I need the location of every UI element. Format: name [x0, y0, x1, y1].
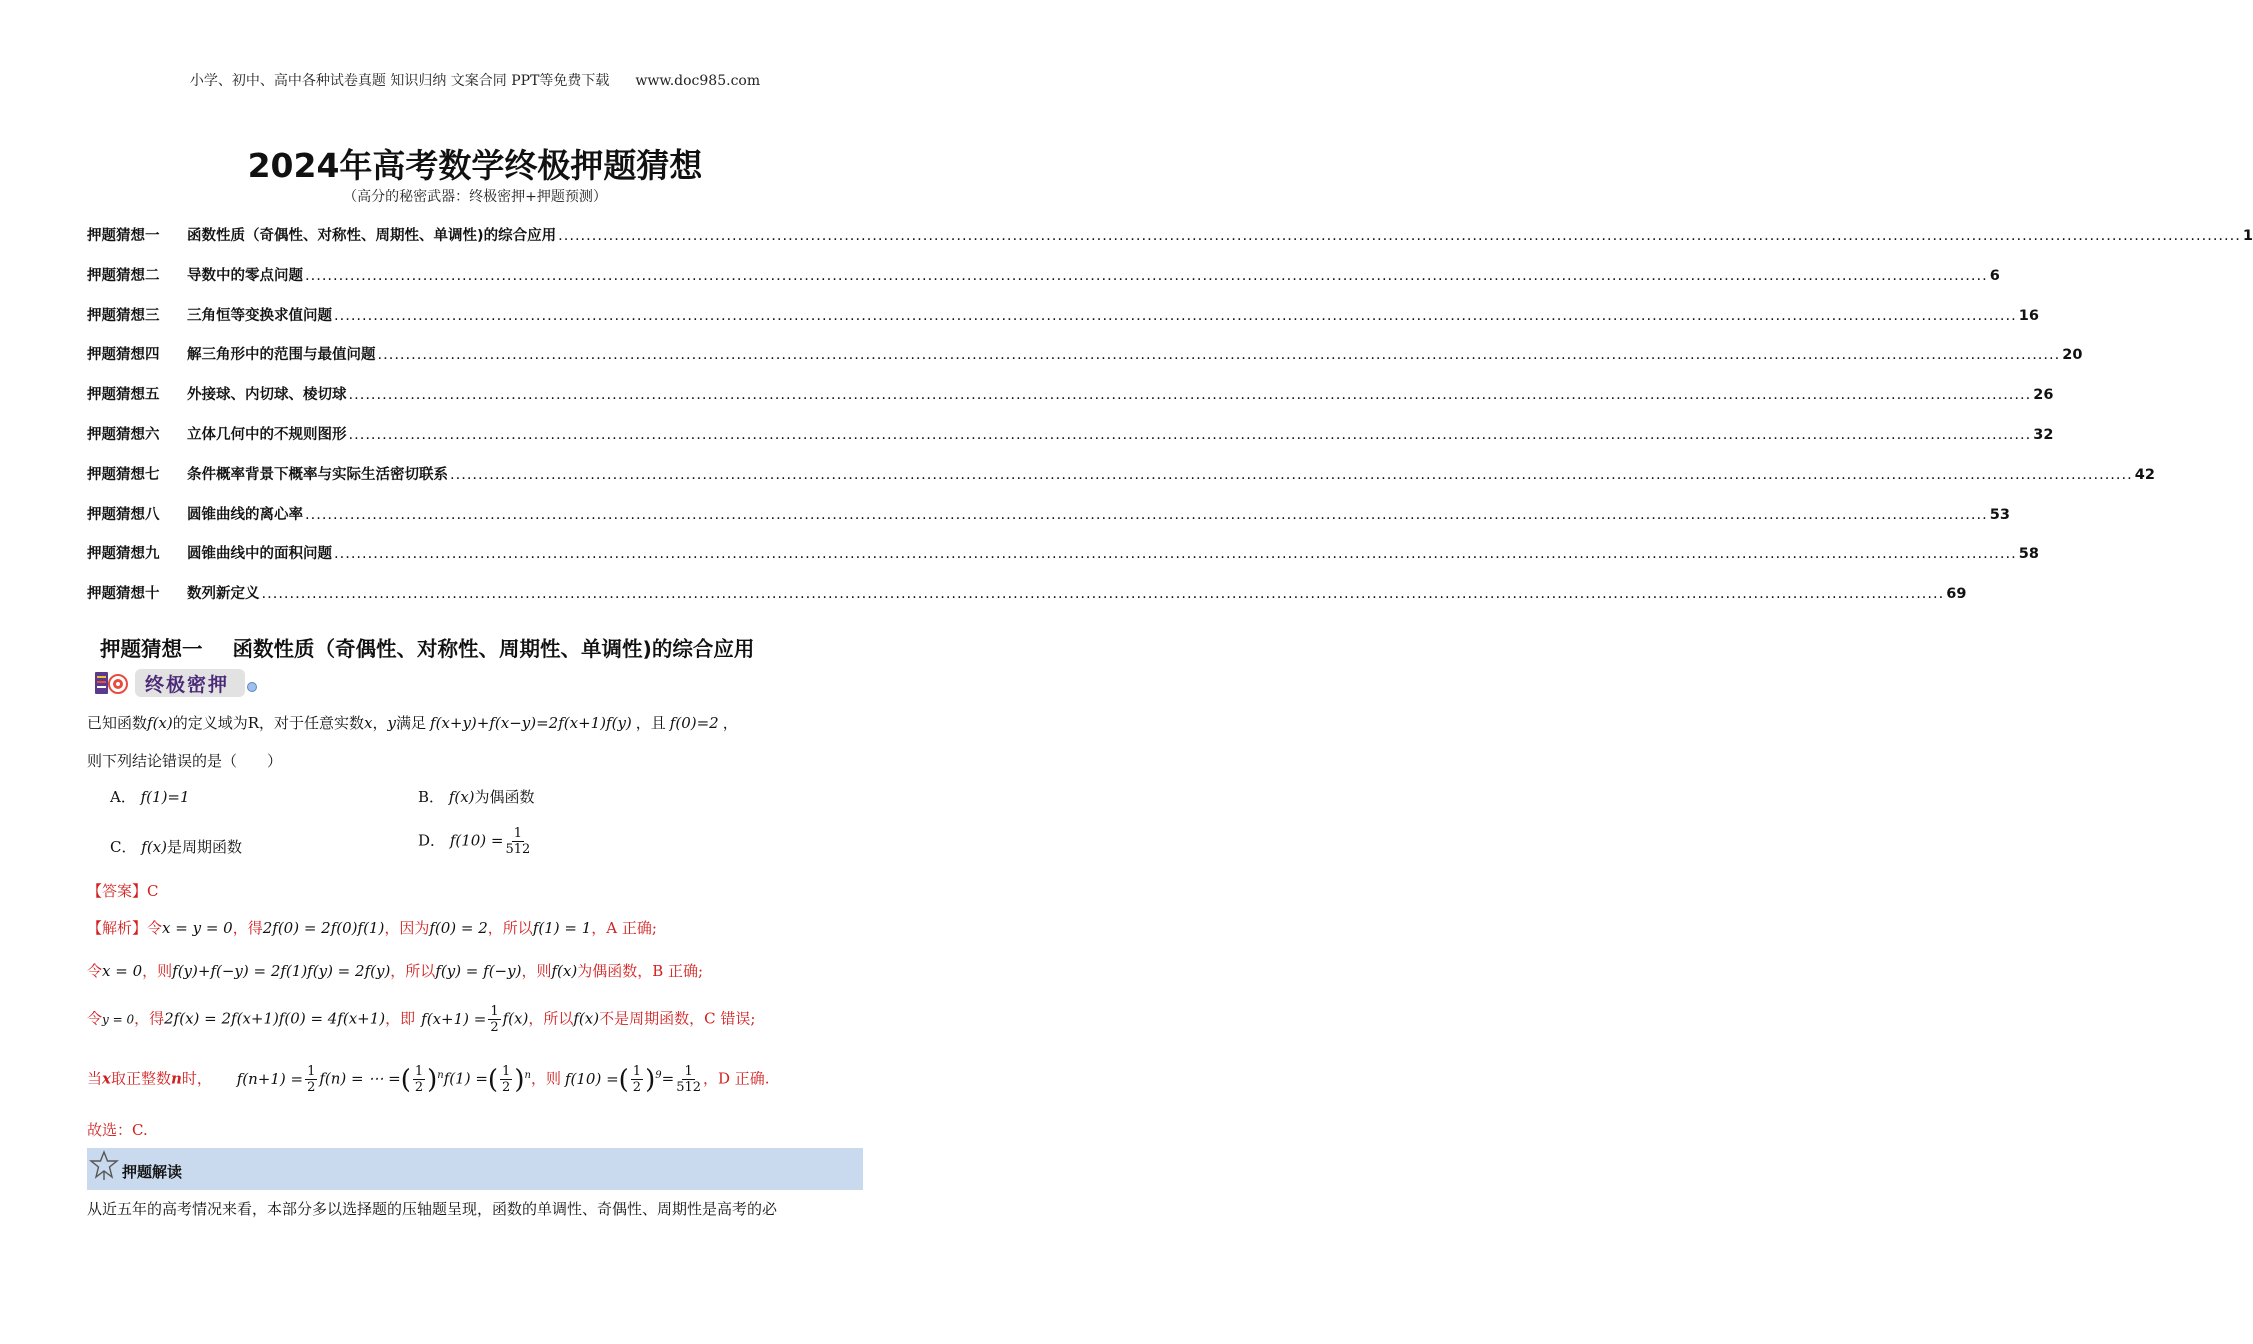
toc-page: 58: [2018, 546, 2039, 563]
toc-label: 押题猜想十: [87, 586, 160, 603]
toc-entry[interactable]: [87, 304, 2039, 344]
toc-leader: ............................................................................................................................................................................................................................................................................................................: [261, 586, 1945, 603]
toc-label: 押题猜想八: [87, 506, 160, 523]
section-heading: [100, 632, 754, 662]
analysis-line-1: 【解析】令x = y = 0，得2f(0) = 2f(0)f(1)，因为f(0) = 2，所以f(1) = 1，A 正确;: [87, 919, 657, 937]
header-text: 小学、初中、高中各种试卷真题 知识归纳 文案合同 PPT等免费下载: [189, 73, 610, 89]
toc-page: 20: [2062, 347, 2083, 364]
toc-title: 数列新定义: [187, 586, 260, 603]
analysis-line-4: 当x取正整数n时， f(n+1) = $\frac{1}{2}$ f(n) = ⋯ =( $\frac{1}{2}$ )$^n$f(1) =( $\frac{1}{2}$ )$^n$，则 f(10) =( $\frac{1}{2}$ )$^9$= $\frac{1}{512}$ ，D 正确.: [87, 1064, 770, 1095]
question-line-1: 已知函数f(x)的定义域为R，对于任意实数x，y满足 f(x+y)+f(x−y)=2f(x+1)f(y) ，且 f(0)=2 ，: [87, 714, 738, 732]
toc-title: 圆锥曲线中的面积问题: [187, 546, 332, 563]
toc-title: 解三角形中的范围与最值问题: [187, 347, 376, 364]
interpretation-bar: [87, 1148, 863, 1190]
option-d[interactable]: D． f(10) = $\frac{1}{512}$: [418, 826, 531, 857]
toc-leader: ............................................................................................................................................................................................................................................................................................................: [348, 426, 2032, 443]
toc-label: 押题猜想六: [87, 426, 160, 443]
toc-label: 押题猜想二: [87, 267, 160, 284]
section-label: 押题猜想一: [100, 637, 203, 661]
toc-label: 押题猜想三: [87, 307, 160, 324]
option-a[interactable]: A． f(1)=1: [110, 788, 190, 806]
table-of-contents: [87, 224, 2253, 622]
interpretation-text: 从近五年的高考情况来看，本部分多以选择题的压轴题呈现，函数的单调性、奇偶性、周期性是高考的必: [87, 1200, 778, 1218]
toc-title: 圆锥曲线的离心率: [187, 506, 303, 523]
toc-page: 53: [1989, 506, 2010, 523]
toc-page: 32: [2033, 426, 2054, 443]
question-line-2: 则下列结论错误的是（ ）: [87, 752, 283, 770]
section-title: 函数性质（奇偶性、对称性、周期性、单调性)的综合应用: [232, 637, 755, 661]
toc-label: 押题猜想一: [87, 228, 160, 244]
toc-title: 导数中的零点问题: [187, 267, 303, 284]
toc-leader: ............................................................................................................................................................................................................................................................................................................: [558, 228, 2241, 244]
toc-entry[interactable]: [87, 503, 2010, 543]
math-initial-condition: f(0)=2: [669, 714, 719, 732]
document-title: 2024年高考数学终极押题猜想: [247, 146, 703, 185]
toc-page: 42: [2134, 466, 2155, 483]
analysis-line-2: 令x = 0，则f(y)+f(−y) = 2f(1)f(y) = 2f(y)，所以f(y) = f(−y)，则f(x)为偶函数，B 正确;: [87, 962, 704, 980]
toc-page: 69: [1946, 586, 1967, 603]
toc-entry[interactable]: [87, 264, 2000, 304]
toc-entry[interactable]: [87, 224, 2253, 264]
interpretation-label: 押题解读: [122, 1163, 183, 1181]
toc-leader: ............................................................................................................................................................................................................................................................................................................: [377, 347, 2061, 364]
document-subtitle: （高分的秘密武器：终极密押+押题预测）: [343, 189, 607, 205]
toc-entry[interactable]: [87, 343, 2083, 383]
toc-leader: ............................................................................................................................................................................................................................................................................................................: [334, 546, 2017, 563]
toc-page: 16: [2018, 307, 2039, 324]
toc-label: 押题猜想九: [87, 546, 160, 563]
header-site[interactable]: www.doc985.com: [635, 73, 761, 89]
toc-page: 6: [1989, 267, 2000, 284]
toc-page: 26: [2033, 387, 2054, 404]
toc-title: 函数性质（奇偶性、对称性、周期性、单调性)的综合应用: [187, 228, 557, 244]
toc-leader: ............................................................................................................................................................................................................................................................................................................: [305, 506, 1988, 523]
answer-label: 【答案】: [87, 882, 148, 900]
toc-entry[interactable]: [87, 383, 2054, 423]
section-badge: [93, 666, 261, 700]
page-header: [0, 70, 950, 90]
toc-leader: ............................................................................................................................................................................................................................................................................................................: [334, 307, 2017, 324]
toc-page: 1: [2242, 228, 2253, 244]
toc-title: 条件概率背景下概率与实际生活密切联系: [187, 466, 448, 483]
analysis-line-3: 令y = 0，得2f(x) = 2f(x+1)f(0) = 4f(x+1)，即 f(x+1) = $\frac{1}{2}$ f(x)，所以f(x)不是周期函数，C 错误;: [87, 1004, 756, 1035]
toc-title: 三角恒等变换求值问题: [187, 307, 332, 324]
toc-entry[interactable]: [87, 582, 1967, 622]
toc-title: 立体几何中的不规则图形: [187, 426, 347, 443]
toc-leader: ............................................................................................................................................................................................................................................................................................................: [450, 466, 2133, 483]
star-icon: [90, 1150, 118, 1182]
toc-leader: ............................................................................................................................................................................................................................................................................................................: [305, 267, 1988, 284]
answer-value: C: [147, 882, 159, 900]
toc-leader: ............................................................................................................................................................................................................................................................................................................: [348, 387, 2032, 404]
toc-entry[interactable]: [87, 423, 2054, 463]
toc-label: 押题猜想五: [87, 387, 160, 404]
toc-entry[interactable]: [87, 542, 2039, 582]
option-c[interactable]: C． f(x)是周期函数: [110, 838, 242, 856]
answer-line: [87, 880, 159, 901]
badge-text: 终极密押: [145, 674, 230, 696]
toc-label: 押题猜想七: [87, 466, 160, 483]
math-fx: f(x): [147, 714, 173, 732]
conclusion: 故选：C.: [87, 1121, 148, 1139]
toc-entry[interactable]: [87, 463, 2155, 503]
math-functional-equation: f(x+y)+f(x−y)=2f(x+1)f(y): [430, 714, 632, 732]
option-b[interactable]: B． f(x)为偶函数: [418, 788, 535, 806]
toc-title: 外接球、内切球、棱切球: [187, 387, 347, 404]
dot-icon: [248, 683, 257, 692]
toc-label: 押题猜想四: [87, 347, 160, 364]
